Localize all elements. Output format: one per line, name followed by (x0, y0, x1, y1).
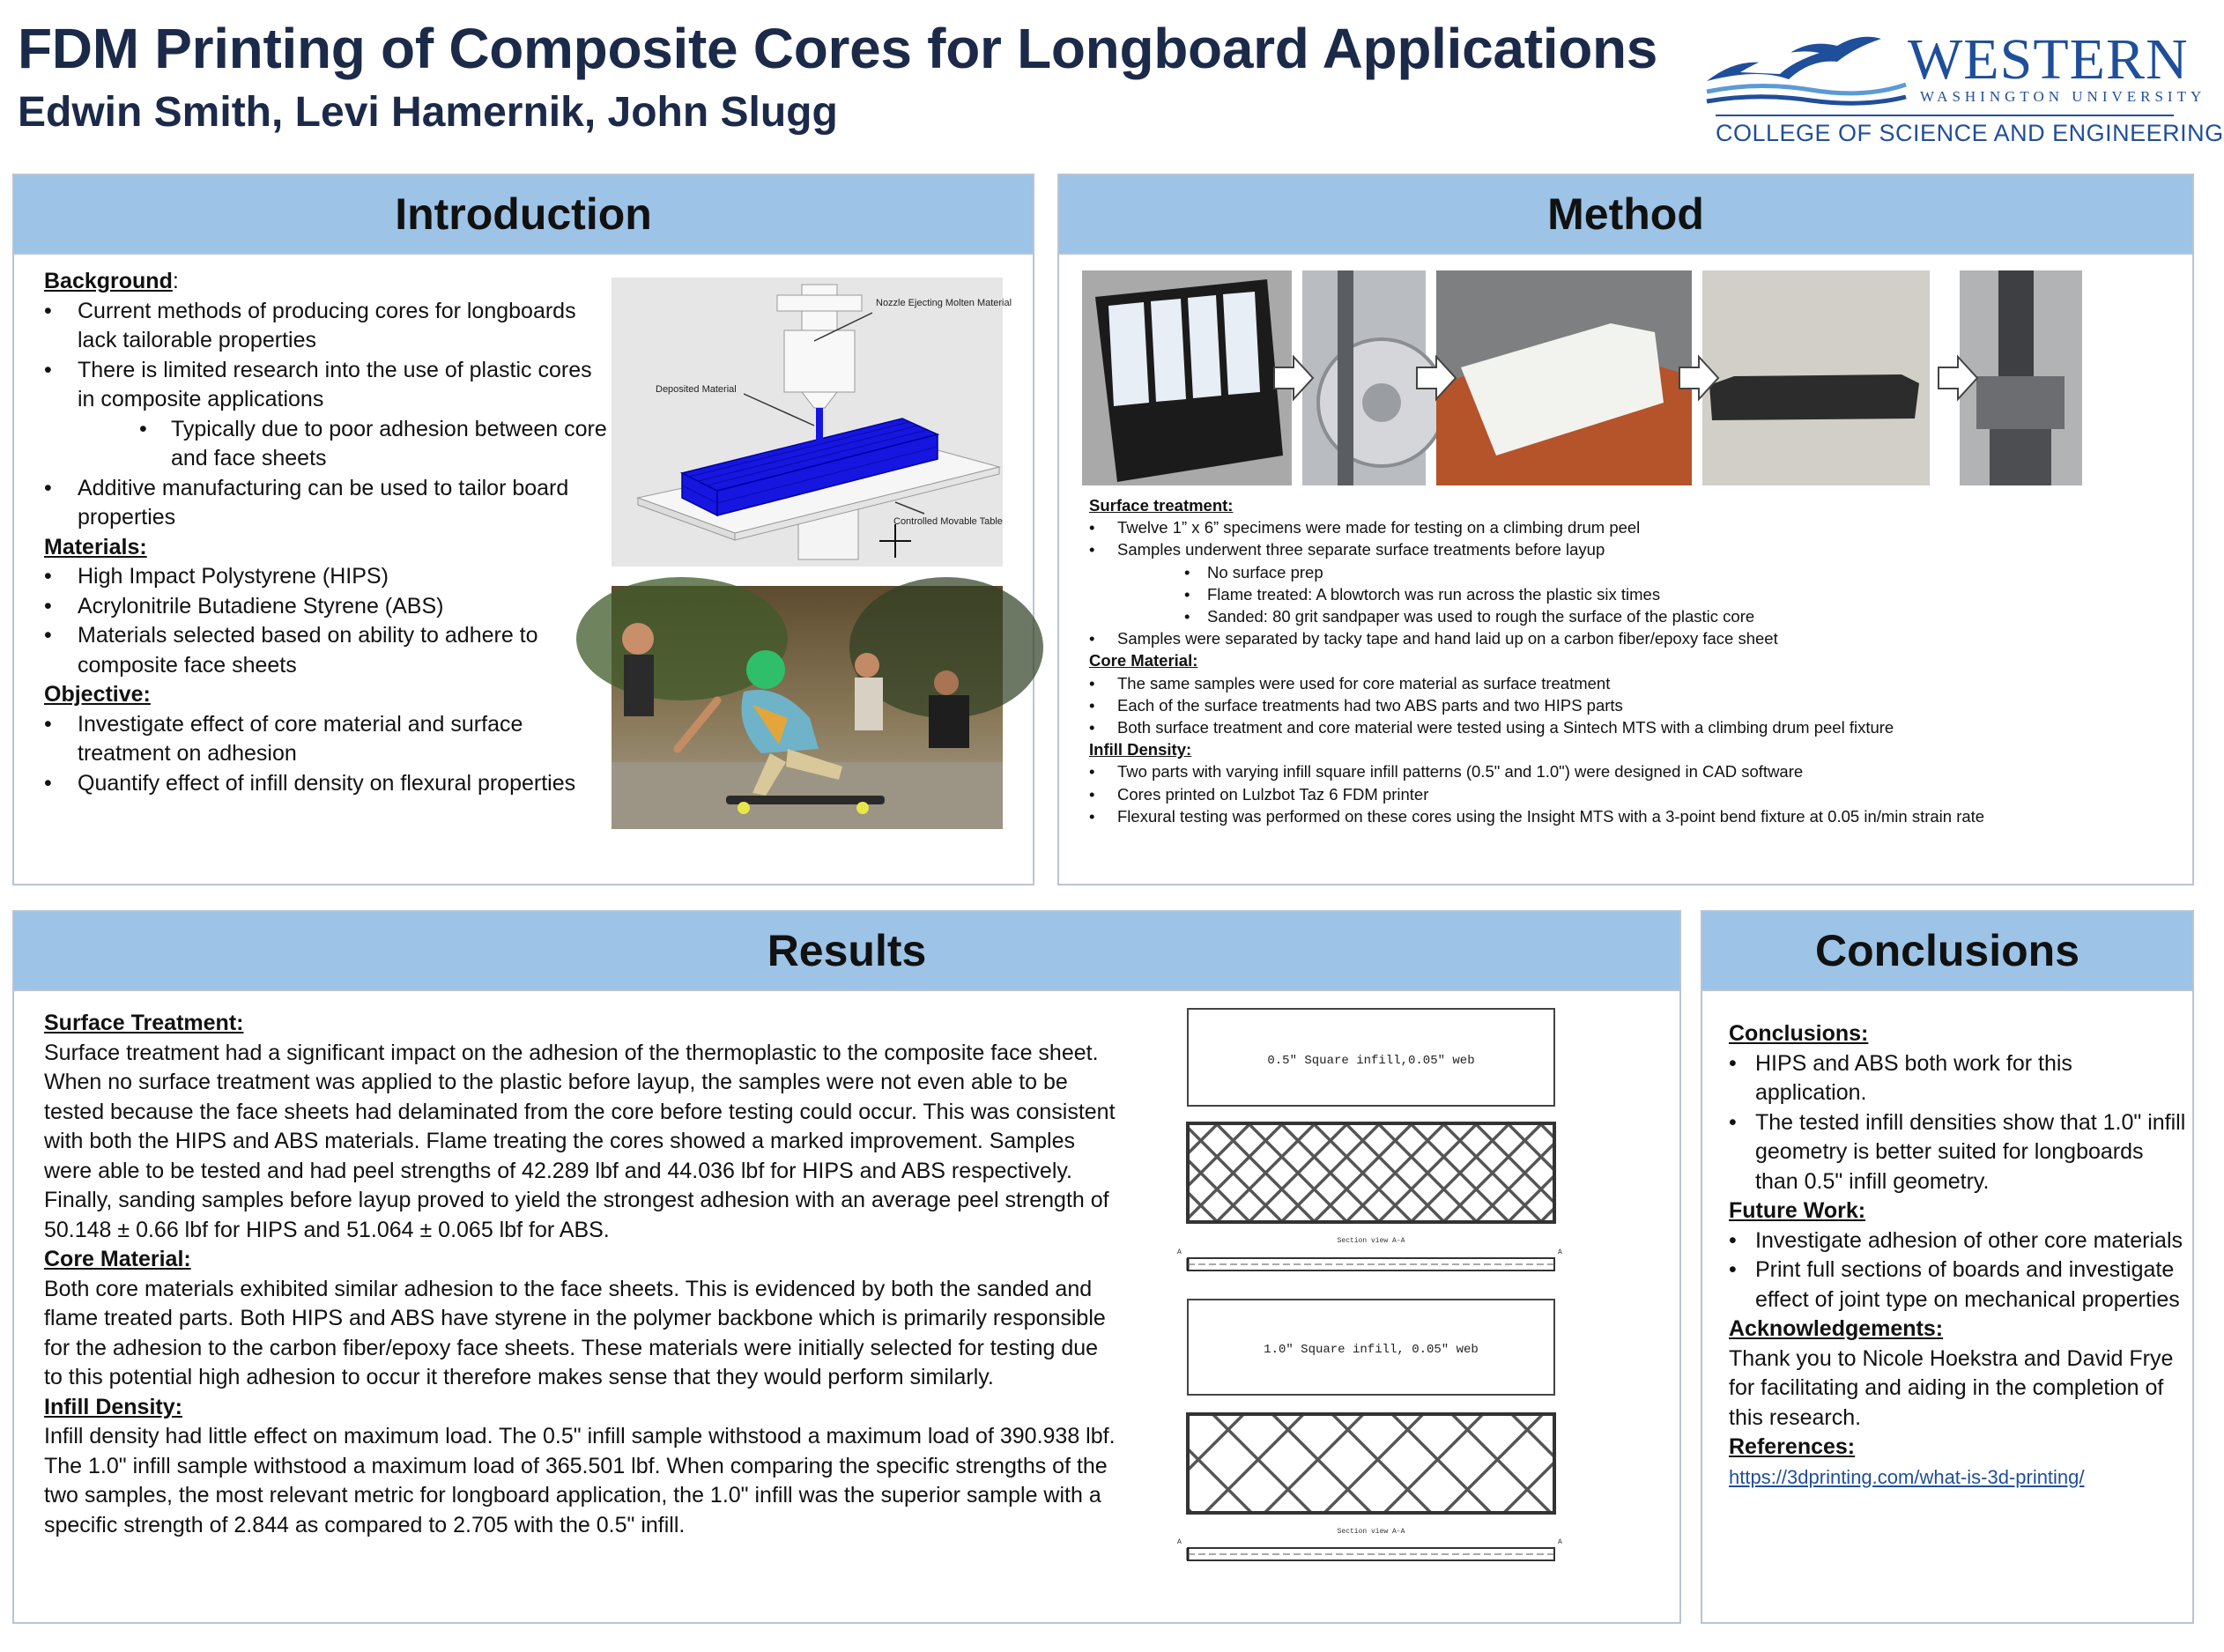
list-item: • Flexural testing was performed on these cores using the Insight MTS with a 3-point bend fixture at 0.05 in/min strain rate (1089, 805, 2173, 827)
list-item: • Flame treated: A blowtorch was run across the plastic six times (1089, 583, 2173, 605)
results-header: Results (14, 912, 1679, 991)
table-label: Controlled Movable Table (893, 516, 1003, 527)
list-item: • Sanded: 80 grit sandpaper was used to rough the surface of the plastic core (1089, 605, 2173, 627)
logo-college: COLLEGE OF SCIENCE AND ENGINEERING (1716, 120, 2224, 146)
list-item: • Print full sections of boards and investigate effect of joint type on mechanical properties (1729, 1256, 2187, 1315)
results-core-text: Both core materials exhibited similar adhesion to the face sheets. This is evidenced by both the sanded and flame treated parts. Both HIPS and ABS have styrene in the polymer backbone which is primarily responsible for the adhesion to the carbon fiber/epoxy face sheets. These materials were initially selected for testing due to this potential high adhesion to occur it therefore makes sense that they would perform similarly. (44, 1276, 1106, 1389)
method-process-photos (1082, 270, 2082, 485)
conclusions-body (1729, 1019, 2187, 1492)
future-work-heading: Future Work: (1729, 1198, 1866, 1223)
list-item: • There is limited research into the use of plastic cores in composite applications (44, 356, 608, 415)
results-surface-heading: Surface Treatment: (44, 1011, 244, 1035)
infill-b-label: 1.0" Square infill, 0.05" web (1264, 1343, 1479, 1357)
specimens-photo (1082, 270, 1292, 485)
core-material-list (1089, 672, 2173, 739)
results-infill-text: Infill density had little effect on maximum load. The 0.5" infill sample withstood a maximum load of 390.938 lbf. The 1.0" infill sample withstood a maximum load of 365.501 lbf. When comparing the specific strengths of the two samples, the most relevant metric for longboard application, the 1.0" infill was the superior sample with a specific strength of 2.844 as compared to 2.705 with the 0.5" infill. (44, 1424, 1116, 1537)
infill-cad-drawings (1168, 1009, 1562, 1617)
surface-treatment-heading: Surface treatment: (1089, 496, 1234, 515)
logo-university: WASHINGTON UNIVERSITY (1920, 88, 2206, 105)
list-item: • Both surface treatment and core material were tested using a Sintech MTS with a climbing drum peel fixture (1089, 716, 2173, 738)
infill-a-label: 0.5" Square infill,0.05" web (1267, 1054, 1475, 1068)
results-surface-text: Surface treatment had a significant impact on the adhesion of the thermoplastic to the composite face sheet. When no surface treatment was applied to the plastic before layup, the samples were not even able to be tested because the face sheets had delaminated from the core before testing could occur. This was consistent with both the HIPS and ABS materials. Flame treating the cores showed a marked improvement. Samples were able to be tested and had peel strengths of 42.289 lbf and 44.036 lbf for HIPS and ABS respectively. Finally, sanding samples before layup proved to yield the strongest adhesion with an average peel strength of 50.148 ± 0.66 lbf for HIPS and 51.064 ± 0.065 lbf for ABS. (44, 1040, 1116, 1242)
list-item: • Each of the surface treatments had two ABS parts and two HIPS parts (1089, 694, 2173, 716)
mountain-wave-logo-icon (1705, 19, 1908, 112)
background-heading: Background (44, 269, 173, 293)
logo-wordmark: WESTERN (1908, 27, 2189, 92)
results-infill-heading: Infill Density: (44, 1394, 182, 1419)
list-item: • Materials selected based on ability to adhere to composite face sheets (44, 621, 608, 680)
list-item: • Two parts with varying infill square infill patterns (0.5" and 1.0") were designed in CAD software (1089, 760, 2173, 782)
conclusions-heading: Conclusions: (1729, 1021, 1869, 1046)
list-item: • High Impact Polystyrene (HIPS) (44, 562, 608, 592)
carbon-core-photo (1702, 270, 1930, 485)
materials-heading: Materials: (44, 534, 147, 559)
deposited-label: Deposited Material (656, 384, 737, 395)
list-item: • Cores printed on Lulzbot Taz 6 FDM printer (1089, 783, 2173, 805)
list-item: • Samples underwent three separate surface treatments before layup (1089, 538, 2173, 560)
poster-title: FDM Printing of Composite Cores for Longboard Applications (18, 17, 1658, 80)
surface-treatment-list (1089, 516, 2173, 649)
core-material-heading: Core Material: (1089, 651, 1198, 670)
list-item: • The same samples were used for core material as surface treatment (1089, 672, 2173, 694)
section-label-b: Section view A-A (1337, 1528, 1405, 1536)
list-item: • Additive manufacturing can be used to tailor board properties (44, 474, 608, 533)
nozzle-label: Nozzle Ejecting Molten Material (876, 298, 1012, 308)
introduction-header: Introduction (14, 175, 1033, 255)
logo-rule (1716, 115, 2174, 116)
future-work-list (1729, 1226, 2187, 1315)
list-item: • Investigate effect of core material and surface treatment on adhesion (44, 710, 608, 769)
section-mark: A (1177, 1538, 1182, 1546)
list-item: • Twelve 1” x 6” specimens were made for testing on a climbing drum peel (1089, 516, 2173, 538)
list-item: • Typically due to poor adhesion between core and face sheets (44, 415, 608, 474)
longboard-rider-photo (612, 586, 1003, 829)
method-header: Method (1059, 175, 2192, 255)
results-core-heading: Core Material: (44, 1247, 191, 1271)
list-item: • Current methods of producing cores for longboards lack tailorable properties (44, 297, 608, 356)
method-body (1089, 494, 2173, 827)
conclusions-header: Conclusions (1702, 912, 2192, 991)
printer-bed-photo (1436, 270, 1692, 485)
section-label-a: Section view A-A (1337, 1237, 1405, 1245)
introduction-panel (12, 174, 1034, 885)
list-item: • Samples were separated by tacky tape and hand laid up on a carbon fiber/epoxy face sheet (1089, 627, 2173, 649)
list-item: • HIPS and ABS both work for this application. (1729, 1049, 2187, 1108)
objective-list (44, 710, 608, 799)
reference-link[interactable]: https://3dprinting.com/what-is-3d-printing/ (1729, 1465, 2085, 1488)
objective-heading: Objective: (44, 682, 151, 707)
background-list (44, 297, 608, 533)
list-item: • Quantify effect of infill density on flexural properties (44, 769, 608, 799)
results-panel (12, 910, 1681, 1624)
infill-density-list (1089, 760, 2173, 827)
results-body (44, 1009, 1119, 1540)
list-item: • The tested infill densities show that 1.0" infill geometry is better suited for longboards than 0.5" infill geometry. (1729, 1108, 2187, 1197)
method-panel (1057, 174, 2194, 885)
list-item: • No surface prep (1089, 561, 2173, 583)
section-mark: A (1558, 1248, 1562, 1256)
infill-density-heading: Infill Density: (1089, 740, 1192, 759)
conclusions-list (1729, 1049, 2187, 1197)
introduction-body: Background: • Current methods of producing cores for longboards lack tailorable properties • There is limited research into the use of plastic cores in composite applications • Typically due to poor adhesion between core and face sheets • Additive manufacturing can be used to tailor board properties Materials: • High Impact Polystyrene (HIPS) • Acrylonitrile Butadiene Styrene (ABS) • Materials selected based on ability to adhere to composite face sheets Objective: • Investigate effect of core material and surface treatment on adhesion • Quantify effect of infill density on flexural properties (44, 267, 608, 798)
list-item: • Investigate adhesion of other core materials (1729, 1226, 2187, 1256)
acknowledgements-heading: Acknowledgements: (1729, 1316, 1944, 1341)
section-mark: A (1558, 1538, 1562, 1546)
list-item: • Acrylonitrile Butadiene Styrene (ABS) (44, 592, 608, 622)
conclusions-panel (1701, 910, 2194, 1624)
materials-list (44, 562, 608, 680)
section-mark: A (1177, 1248, 1182, 1256)
references-heading: References: (1729, 1434, 1856, 1459)
acknowledgements-text: Thank you to Nicole Hoekstra and David Frye for facilitating and aiding in the completion of this research. (1729, 1345, 2174, 1430)
fdm-diagram (612, 278, 1012, 567)
poster-authors: Edwin Smith, Levi Hamernik, John Slugg (18, 89, 838, 136)
wwu-logo (1705, 19, 2224, 152)
